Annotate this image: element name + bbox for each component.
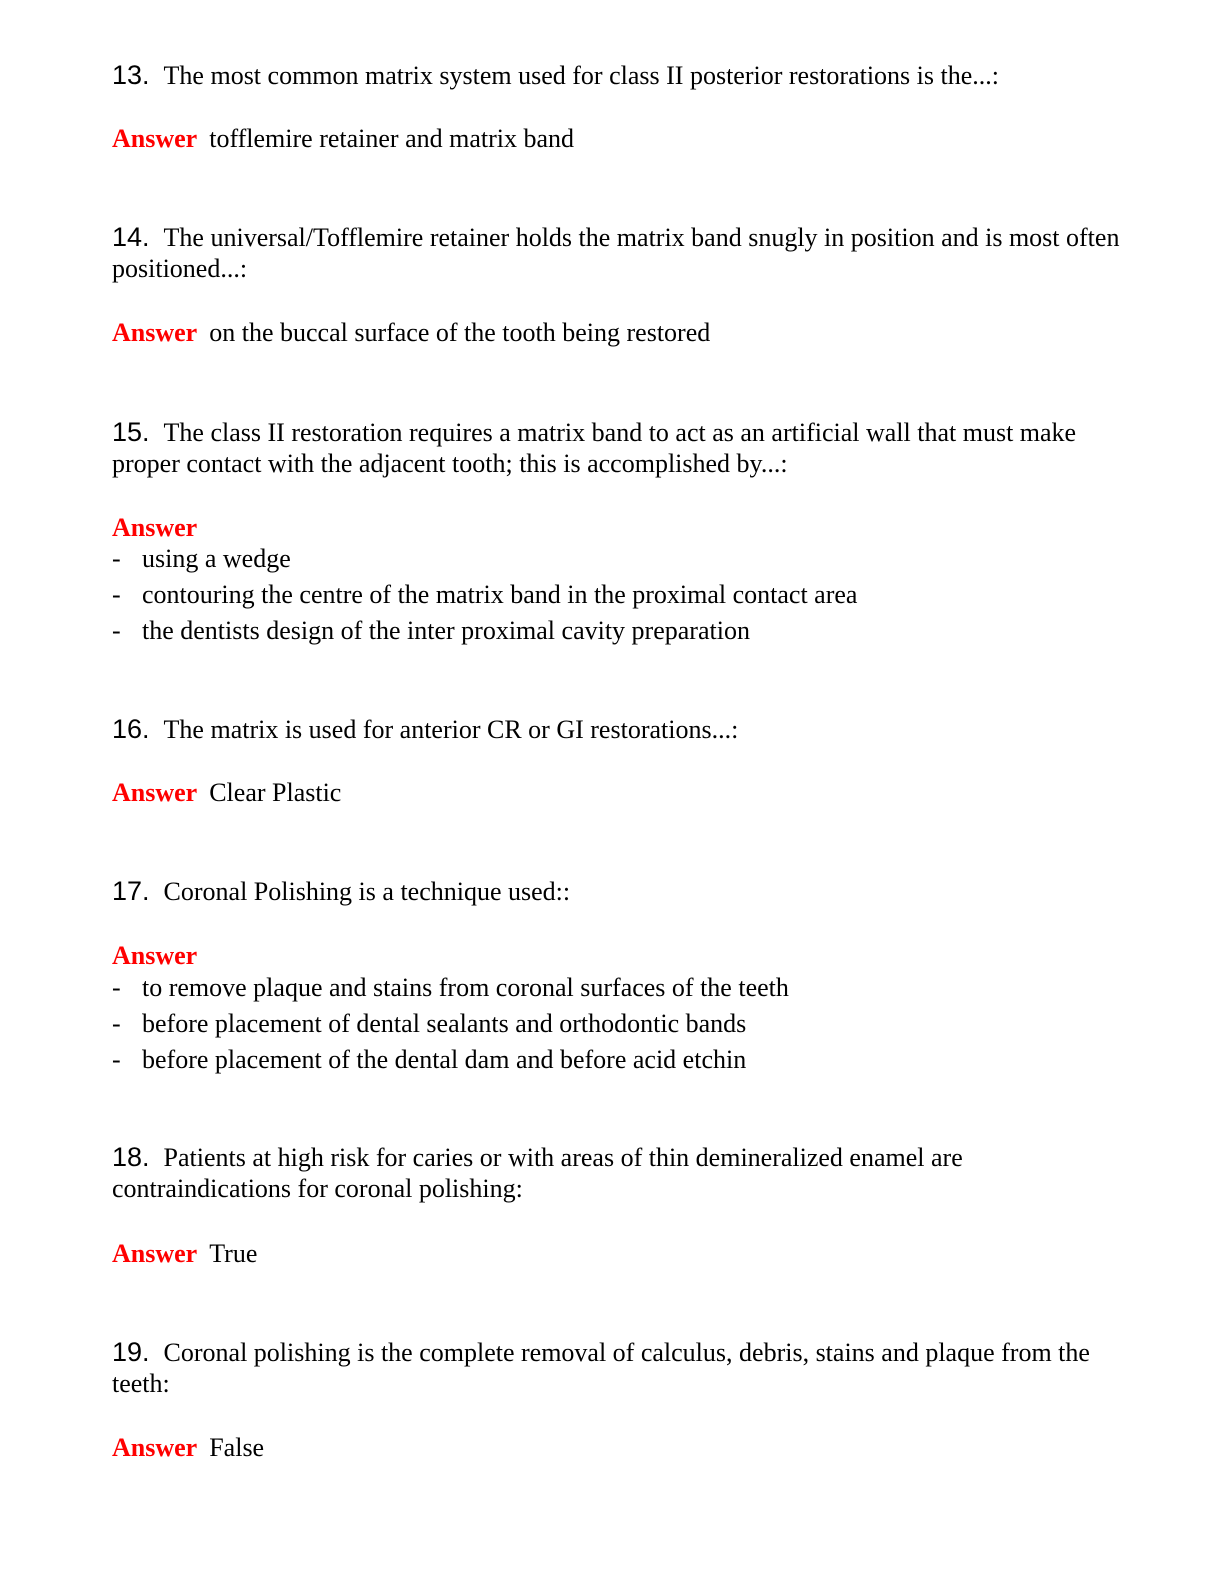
question-number: 15. <box>112 417 150 447</box>
question-body: The most common matrix system used for class II posterior restorations is the...: <box>163 61 999 90</box>
answer-list <box>112 970 789 1078</box>
answer-line <box>112 1432 264 1463</box>
question-number: 13. <box>112 60 150 90</box>
question-15 <box>112 417 1122 645</box>
question-number: 17. <box>112 876 150 906</box>
list-item <box>112 577 857 613</box>
question-text <box>112 876 1122 907</box>
question-text <box>112 60 1122 91</box>
question-text <box>112 222 1122 284</box>
answer-label: Answer <box>112 318 198 347</box>
question-body: Coronal polishing is the complete removal of calculus, debris, stains and plaque from the teeth: <box>112 1338 1090 1398</box>
question-body: The universal/Tofflemire retainer holds the matrix band snugly in position and is most often positioned...: <box>112 223 1120 283</box>
bullet-dash: - <box>112 973 121 1002</box>
question-number: 19. <box>112 1337 150 1367</box>
question-17 <box>112 876 1122 1074</box>
question-body: Patients at high risk for caries or with areas of thin demineralized enamel are contraindications for coronal polishing: <box>112 1143 963 1203</box>
question-body: Coronal Polishing is a technique used:: <box>163 877 571 906</box>
answer-line <box>112 317 710 348</box>
question-number: 14. <box>112 222 150 252</box>
question-text <box>112 714 1122 745</box>
answer-label: Answer <box>112 124 198 153</box>
answer-label: Answer <box>112 778 198 807</box>
question-19 <box>112 1337 1122 1462</box>
answer-label: Answer <box>112 513 198 542</box>
list-item <box>112 970 789 1006</box>
answer-text: on the buccal surface of the tooth being restored <box>209 318 711 347</box>
bullet-dash: - <box>112 1009 121 1038</box>
bullet-dash: - <box>112 580 121 609</box>
question-number: 18. <box>112 1142 150 1172</box>
question-14 <box>112 222 1122 347</box>
answer-list <box>112 541 857 649</box>
list-item <box>112 541 857 577</box>
answer-label: Answer <box>112 941 198 970</box>
bullet-dash: - <box>112 616 121 645</box>
answer-text: tofflemire retainer and matrix band <box>209 124 575 153</box>
list-item-text: contouring the centre of the matrix band in the proximal contact area <box>142 580 858 609</box>
answer-line <box>112 940 209 971</box>
question-body: The matrix is used for anterior CR or GI restorations...: <box>163 715 739 744</box>
list-item-text: before placement of dental sealants and orthodontic bands <box>142 1009 747 1038</box>
list-item-text: to remove plaque and stains from coronal surfaces of the teeth <box>142 973 789 1002</box>
list-item <box>112 1042 789 1078</box>
question-13 <box>112 60 1122 153</box>
question-text <box>112 1337 1122 1399</box>
answer-line <box>112 123 574 154</box>
answer-line <box>112 777 341 808</box>
list-item <box>112 1006 789 1042</box>
question-16 <box>112 714 1122 807</box>
list-item-text: the dentists design of the inter proximal cavity preparation <box>142 616 750 645</box>
answer-label: Answer <box>112 1239 198 1268</box>
question-number: 16. <box>112 714 150 744</box>
list-item-text: before placement of the dental dam and before acid etchin <box>142 1045 747 1074</box>
bullet-dash: - <box>112 1045 121 1074</box>
answer-line <box>112 512 209 543</box>
answer-text: True <box>209 1239 258 1268</box>
question-18 <box>112 1142 1122 1268</box>
answer-text: Clear Plastic <box>209 778 342 807</box>
answer-text: False <box>209 1433 265 1462</box>
bullet-dash: - <box>112 544 121 573</box>
question-text <box>112 1142 1122 1204</box>
list-item-text: using a wedge <box>142 544 291 573</box>
question-body: The class II restoration requires a matrix band to act as an artificial wall that must make proper contact with the adjacent tooth; this is accomplished by...: <box>112 418 1077 478</box>
question-text <box>112 417 1122 479</box>
list-item <box>112 613 857 649</box>
answer-label: Answer <box>112 1433 198 1462</box>
answer-line <box>112 1238 257 1269</box>
